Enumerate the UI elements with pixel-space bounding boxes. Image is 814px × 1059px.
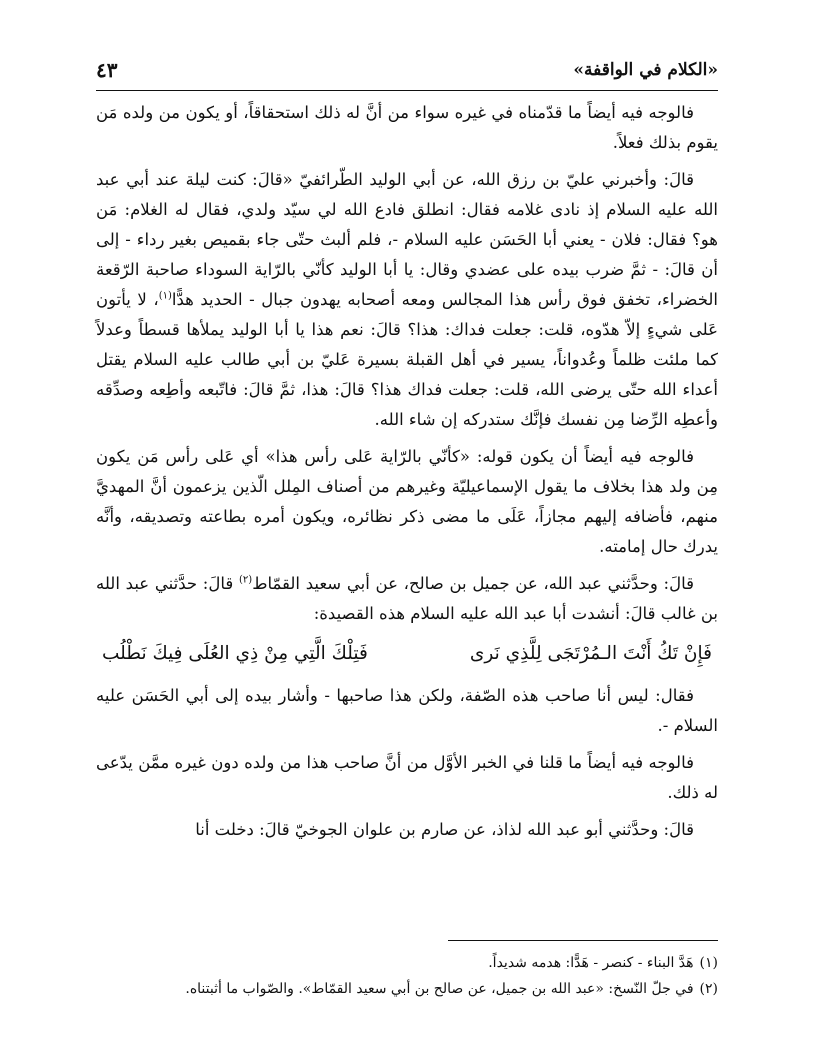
footnote bbox=[96, 950, 718, 976]
page-body bbox=[96, 98, 718, 852]
paragraph: فالوجه فيه أيضاً ما قدّمناه في غيره سواء من أنَّ له ذلك استحقاقاً، أو يكون من ولده مَن يقوم بذلك فعلاً. bbox=[96, 103, 718, 152]
footnote-rule bbox=[448, 940, 718, 941]
verse-second-hemistich: فَتِلْكَ الَّتِي مِنْ ذِي العُلَى فِيكَ نَطْلُب bbox=[102, 643, 368, 664]
footnote-number: (٢) bbox=[699, 981, 718, 997]
paragraph: فقال: ليس أنا صاحب هذه الصّفة، ولكن هذا صاحبها - وأشار بيده إلى أبي الحَسَن عليه السلام -. bbox=[96, 686, 718, 735]
running-title: «الكلام في الواقفة» bbox=[573, 60, 718, 80]
footnote-ref: (٢) bbox=[239, 574, 253, 586]
footnote bbox=[96, 976, 718, 1002]
footnote-text: هَدَّ البناء - كنصر - هَدًّا: هدمه شديداً. bbox=[488, 955, 694, 971]
paragraph: فالوجه فيه أيضاً ما قلنا في الخبر الأوَّل من أنَّ صاحب هذا من ولده دون غيره ممَّن يدّعى له ذلك. bbox=[96, 753, 718, 802]
poem-verse bbox=[102, 636, 712, 672]
footnotes bbox=[96, 950, 718, 1002]
paragraph: قالَ: وحدَّثني أبو عبد الله لذاذ، عن صارم بن علوان الجوخيّ قالَ: دخلت أنا bbox=[195, 820, 694, 839]
paragraph: فالوجه فيه أيضاً أن يكون قوله: «كأنّي بالرّاية عَلى رأس هذا» أي عَلى رأس مَن يكون مِن ولد هذا بخلاف ما يقول الإسماعيليّة وغيرهم من أصناف المِلل الّذين يزعمون أنَّ المهديَّ منهم، فأضافه إليهم مجازاً، عَلَى ما مضى ذكر نظائره، ويكون أمره بطاعته وتصديقه، وأنَّه يدرك حال إمامته. bbox=[96, 447, 718, 556]
footnote-text: في جلّ النّسخ: «عبد الله بن جميل، عن صالح بن أبي سعيد القمّاط». والصّواب ما أثبتناه. bbox=[185, 981, 694, 997]
paragraph: قالَ: وحدَّثني عبد الله، عن جميل بن صالح، عن أبي سعيد القمّاط$^{(٢)}$ قالَ: حدَّثني عبد الله بن غالب قالَ: أنشدت أبا عبد الله عليه السلام هذه القصيدة: bbox=[96, 574, 718, 623]
footnote-number: (١) bbox=[699, 955, 718, 971]
footnote-ref: (١) bbox=[158, 290, 172, 302]
verse-first-hemistich: فَإِنْ تَكُ أَنْتَ الـمُرْتَجَى لِلَّذِي نَرى bbox=[469, 643, 712, 664]
header-rule bbox=[96, 90, 718, 91]
paragraph: قالَ: وأخبرني عليّ بن رزق الله، عن أبي الوليد الطّرائفيّ «قالَ: كنت ليلة عند أبي عبد الله عليه السلام إذ نادى غلامه فقال: انطلق فادع الله لي سيّد ولدي، فقال له الغلام: مَن هو؟ فقال: فلان - يعني أبا الحَسَن عليه السلام -، فلم ألبث حتّى جاء بقميص بغير رداء - إلى أن قالَ: - ثمَّ ضرب بيده على عضدي وقال: يا أبا الوليد كأنّي بالرّاية السوداء صاحبة الرّقعة الخضراء، تخفق فوق رأس هذا المجالس ومعه أصحابه يهدون جبال - الحديد هدًّا$^{(١)}$، لا يأتون عَلى شيءٍ إلاّ هدّوه، قلت: جعلت فداك: هذا؟ قالَ: نعم هذا يا أبا الوليد يملأها قسطاً وعدلاً كما ملئت ظلماً وعُدواناً، يسير في أهل القبلة بسيرة عَليّ بن أبي طالب عليه السلام يقتل أعداء الله حتّى يرضى الله، قلت: جعلت فداك هذا؟ قالَ: هذا، ثمَّ قالَ: فاتّبعه وأطِعه وصدِّقه وأعطِه الرِّضا مِن نفسك فإنَّك ستدركه إن شاء الله. bbox=[96, 170, 718, 429]
page-number: ٤٣ bbox=[96, 58, 118, 82]
page-header bbox=[96, 52, 718, 88]
